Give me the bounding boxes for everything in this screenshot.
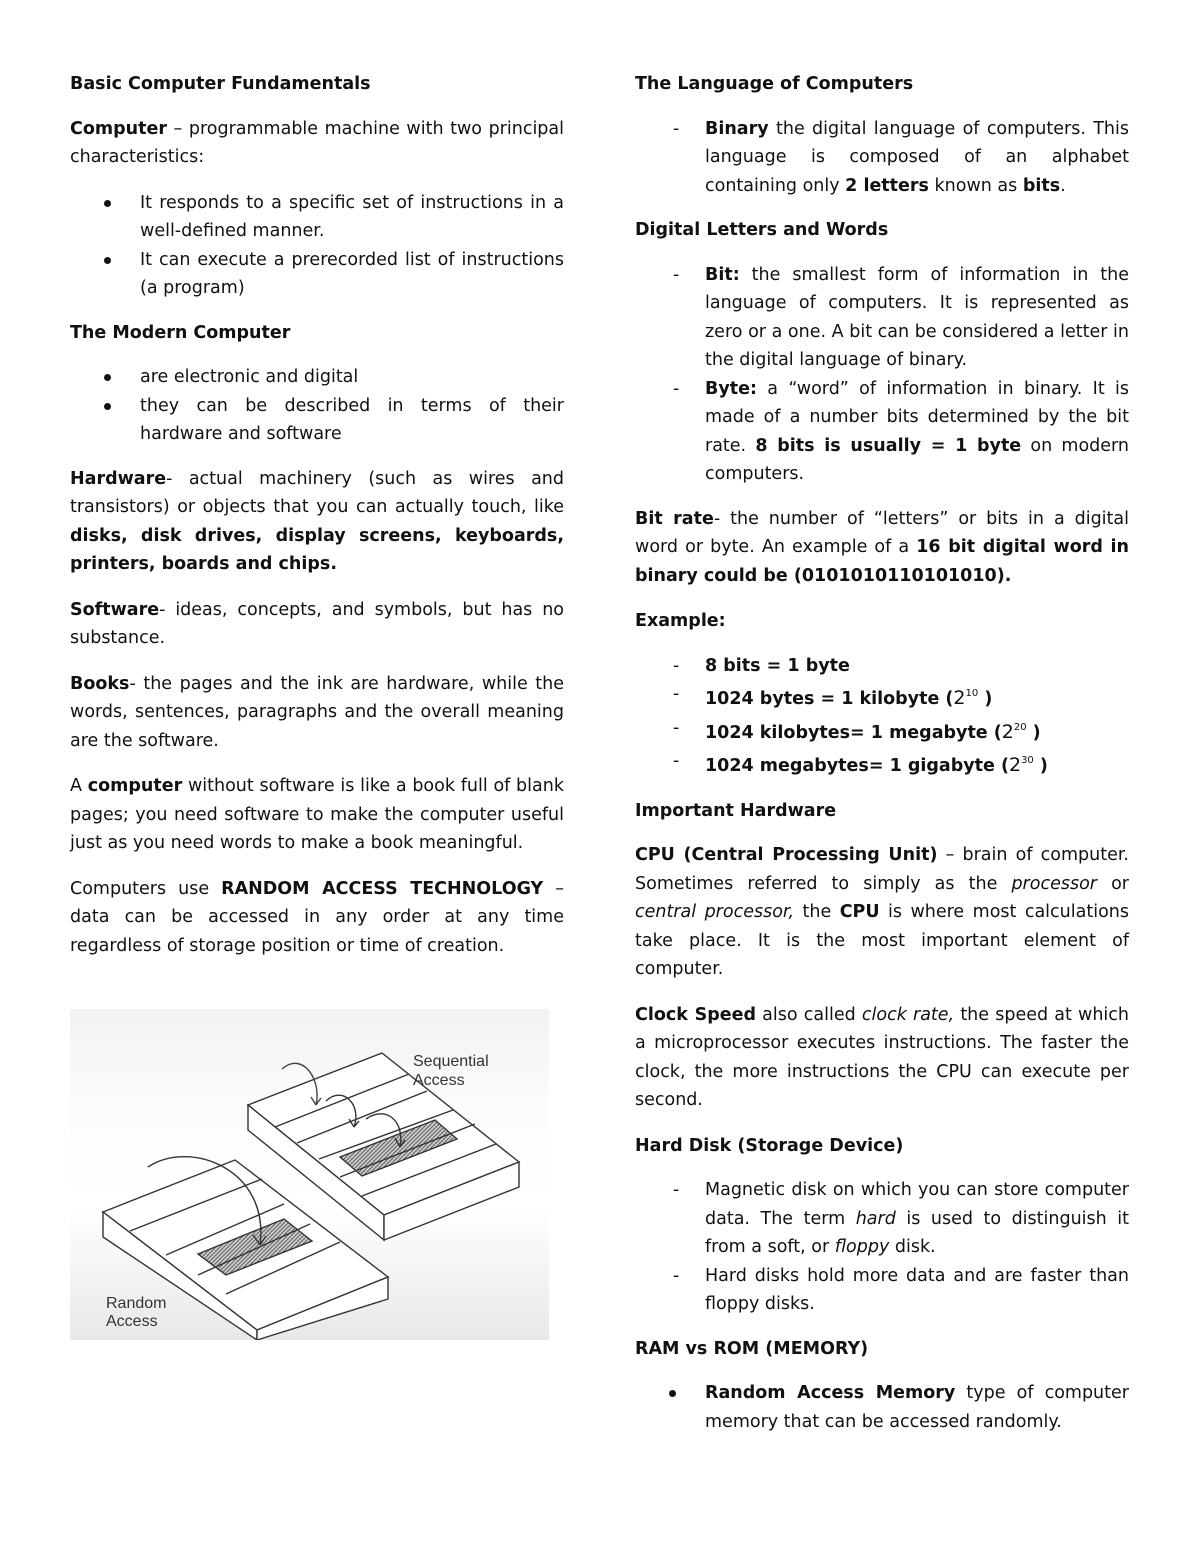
list-item: It responds to a specific set of instructions in a well-defined manner.: [70, 189, 564, 246]
document-title: Basic Computer Fundamentals: [70, 74, 371, 94]
list-item: are electronic and digital: [70, 363, 564, 392]
language-heading: The Language of Computers: [635, 74, 914, 94]
random-access-paragraph: Computers use RANDOM ACCESS TECHNOLOGY – data can be accessed in any order at any time regardless of storage position or time of creation.: [70, 878, 564, 956]
clock-speed-paragraph: Clock Speed also called clock rate, the speed at which a microprocessor executes instructions. The faster the clock, the more instructions the CPU can execute per second.: [635, 1004, 1130, 1110]
computer-term: Computer: [70, 118, 167, 139]
list-item: - 1024 megabytes= 1 gigabyte ($2^{30}$ ): [635, 747, 1129, 781]
example-heading: Example:: [635, 611, 726, 631]
list-item: they can be described in terms of their hardware and software: [70, 392, 564, 449]
list-item: - 1024 bytes = 1 kilobyte ($2^{10}$ ): [635, 680, 1129, 714]
modern-computer-heading: The Modern Computer: [70, 322, 291, 343]
right-column: [635, 70, 1129, 1452]
list-item: - Binary the digital language of computers. This language is composed of an alphabet containing only 2 letters known as bits.: [635, 115, 1129, 201]
computer-definition: Computer – programmable machine with two principal characteristics:: [70, 118, 564, 167]
left-column: [70, 70, 564, 977]
memory-heading: RAM vs ROM (MEMORY): [635, 1338, 869, 1359]
access-diagram-drawing: [70, 1009, 549, 1340]
computer-characteristics-list: [70, 189, 564, 303]
sequential-label-line1: Sequential: [413, 1053, 489, 1070]
modern-computer-list: [70, 363, 564, 449]
hard-disk-list: [635, 1176, 1129, 1319]
list-item: - Byte: a “word” of information in binary. It is made of a number bits determined by the bit rate. 8 bits is usually = 1 byte on modern computers.: [635, 375, 1129, 489]
random-label-line2: Access: [106, 1313, 158, 1330]
cpu-paragraph: CPU (Central Processing Unit) – brain of computer. Sometimes referred to simply as the processor or central processor, the CPU is where most calculations take place. It is the most important element of computer.: [635, 845, 1129, 979]
list-item: It can execute a prerecorded list of instructions (a program): [70, 246, 564, 303]
software-paragraph: Software- ideas, concepts, and symbols, but has no substance.: [70, 599, 564, 648]
bit-rate-paragraph: Bit rate- the number of “letters” or bits in a digital word or byte. An example of a 16 bit digital word in binary could be (0101010110101010).: [635, 508, 1129, 586]
example-list: [635, 652, 1129, 781]
hardware-paragraph: Hardware- actual machinery (such as wires and transistors) or objects that you can actually touch, like disks, disk drives, display screens, keyboards, printers, boards and chips.: [70, 468, 564, 574]
digital-letters-heading: Digital Letters and Words: [635, 220, 889, 240]
list-item: - 8 bits = 1 byte: [635, 652, 1129, 681]
digital-letters-list: [635, 261, 1129, 489]
important-hardware-heading: Important Hardware: [635, 800, 837, 821]
list-item: - 1024 kilobytes= 1 megabyte ($2^{20}$ ): [635, 714, 1129, 748]
language-list: [635, 115, 1129, 201]
hard-disk-heading: Hard Disk (Storage Device): [635, 1135, 904, 1156]
sequential-label-line2: Access: [413, 1072, 465, 1089]
list-item: - Hard disks hold more data and are faster than floppy disks.: [635, 1262, 1129, 1319]
memory-list: [635, 1379, 1129, 1436]
analogy-paragraph: A computer without software is like a book full of blank pages; you need software to make the computer useful just as you need words to make a book meaningful.: [70, 776, 564, 853]
list-item: - Bit: the smallest form of information in the language of computers. It is represented as zero or a one. A bit can be considered a letter in the digital language of binary.: [635, 261, 1129, 375]
access-diagram: [70, 1009, 549, 1340]
list-item: Random Access Memory type of computer memory that can be accessed randomly.: [635, 1379, 1129, 1436]
list-item: - Magnetic disk on which you can store computer data. The term hard is used to distinguish it from a soft, or floppy disk.: [635, 1176, 1129, 1262]
books-paragraph: Books- the pages and the ink are hardware, while the words, sentences, paragraphs and the overall meaning are the software.: [70, 673, 564, 751]
random-label-line1: Random: [106, 1295, 167, 1312]
